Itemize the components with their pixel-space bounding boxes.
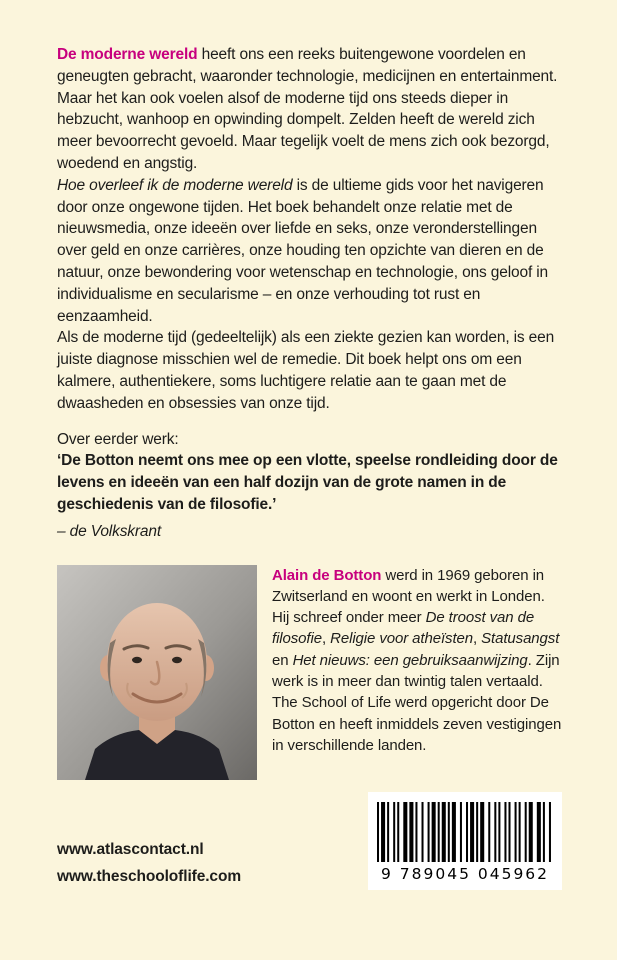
bio-text: ,	[473, 630, 482, 648]
author-bio	[272, 565, 562, 757]
review-quote: ‘De Botton neemt ons mee op een vlotte, speelse rondleiding door de levens en ideeën van een half dozijn van de grote namen in de geschiedenis van de filosofie.’	[57, 452, 558, 513]
blurb-paragraph-1	[57, 44, 562, 175]
author-photo	[57, 565, 257, 780]
publisher-url: www.atlascontact.nl	[57, 840, 204, 858]
author-name: Alain de Botton	[272, 566, 382, 584]
book-title-mention: Religie voor atheïsten	[330, 630, 473, 648]
book-title-mention: De troost van de filosofie	[272, 609, 535, 648]
website-urls	[57, 841, 241, 890]
barcode-bars	[377, 802, 553, 862]
author-portrait-illustration	[57, 565, 257, 780]
author-section	[57, 565, 562, 780]
blurb-paragraph-1-text: heeft ons een reeks buitengewone voordelen en geneugten gebracht, waaronder technologie, medicijnen en entertainment. Maar het kan ook voelen alsof de moderne tijd ons steeds dieper in hebzucht, wanhoop en opwinding dompelt. Zelden heeft de wereld zich meer bevoorrecht gevoeld. Maar tegelijk voelt de mens zich ook bezorgd, woedend en angstig.	[57, 46, 558, 172]
book-title-mention: Statusangst	[481, 630, 560, 648]
review-section	[57, 429, 562, 543]
school-of-life-url: www.theschooloflife.com	[57, 867, 242, 885]
barcode-number: 9 789045 045962	[380, 864, 550, 883]
review-source: – de Volkskrant	[57, 522, 162, 540]
bio-text: . Zijn werk is in meer dan twintig talen vertaald. The School of Life werd opgericht door De Botton en heeft inmiddels zeven vestigingen in verschillende landen.	[272, 651, 562, 754]
bio-text: ,	[321, 630, 331, 648]
bio-text: werd in 1969 geboren in Zwitserland en woont en werkt in Londen. Hij schreef onder meer	[272, 566, 545, 627]
barcode	[368, 792, 562, 890]
review-intro: Over eerder werk:	[57, 430, 179, 448]
blurb-paragraph-2-text: is de ultieme gids voor het navigeren door onze ongewone tijden. Het boek behandelt onze relatie met de nieuwsmedia, onze ideeën over liefde en seks, onze veronderstellingen over geld en onze carrières, onze houding ten opzichte van dieren en de natuur, onze bewondering voor wetenschap en technologie, ons geloof in individualisme en secularisme – en onze verhouding tot rust en eenzaamheid.	[57, 176, 549, 325]
bio-text: en	[272, 651, 293, 669]
book-series-lead: De moderne wereld	[57, 46, 198, 63]
blurb-section	[57, 44, 562, 415]
book-title-mention: Het nieuws: een gebruiksaanwijzing	[292, 651, 528, 669]
blurb-paragraph-3: Als de moderne tijd (gedeeltelijk) als een ziekte gezien kan worden, is een juiste diagnose misschien wel de remedie. Dit boek helpt ons om een kalmere, authentiekere, soms luchtigere relatie aan te gaan met de dwaasheden en obsessies van onze tijd.	[57, 329, 555, 412]
blurb-paragraph-2	[57, 175, 562, 328]
book-title: Hoe overleef ik de moderne wereld	[57, 176, 293, 194]
cover-footer	[57, 792, 562, 934]
